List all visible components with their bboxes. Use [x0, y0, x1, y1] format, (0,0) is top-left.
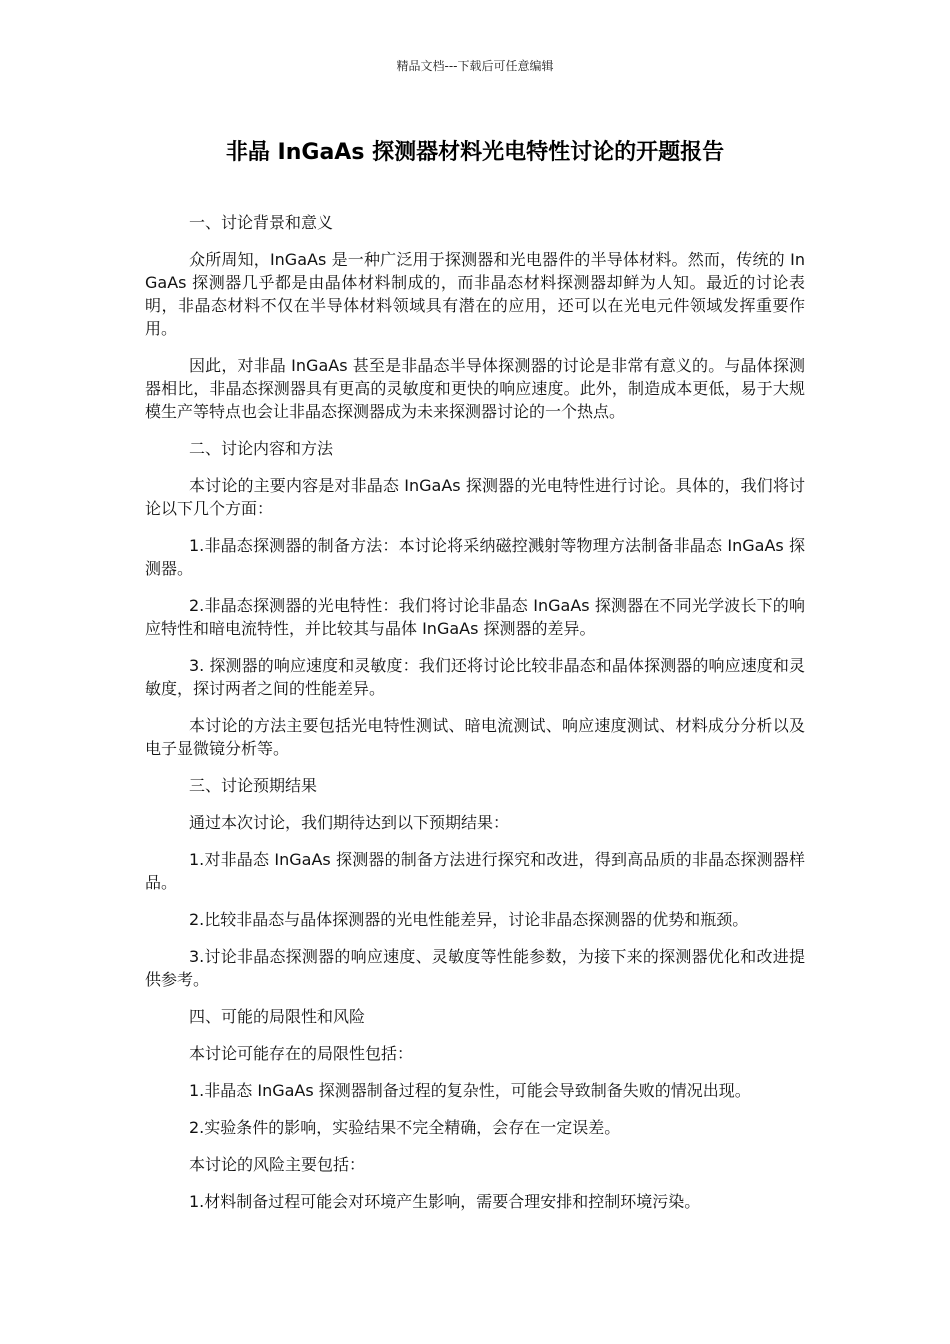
section-heading-content-methods: 二、讨论内容和方法	[189, 439, 334, 458]
list-item: 1.材料制备过程可能会对环境产生影响，需要合理安排和控制环境污染。	[189, 1192, 701, 1211]
list-item: 1.非晶态 InGaAs 探测器制备过程的复杂性，可能会导致制备失败的情况出现。	[189, 1081, 751, 1100]
list-item: 2.比较非晶态与晶体探测器的光电性能差异，讨论非晶态探测器的优势和瓶颈。	[189, 910, 749, 929]
section-heading-limitations-risks: 四、可能的局限性和风险	[189, 1007, 366, 1026]
list-item: 2.非晶态探测器的光电特性：我们将讨论非晶态 InGaAs 探测器在不同光学波长下的响应特性和暗电流特性，并比较其与晶体 InGaAs 探测器的差异。	[145, 596, 805, 638]
paragraph: 本讨论的风险主要包括：	[189, 1155, 366, 1174]
list-item: 3.讨论非晶态探测器的响应速度、灵敏度等性能参数，为接下来的探测器优化和改进提供参考。	[145, 947, 805, 989]
section-heading-expected-results: 三、讨论预期结果	[189, 776, 318, 795]
document-body	[145, 211, 805, 1227]
paragraph: 本讨论的主要内容是对非晶态 InGaAs 探测器的光电特性进行讨论。具体的，我们将讨论以下几个方面：	[145, 476, 805, 518]
list-item: 3. 探测器的响应速度和灵敏度：我们还将讨论比较非晶态和晶体探测器的响应速度和灵敏度，探讨两者之间的性能差异。	[145, 656, 805, 698]
paragraph: 众所周知，InGaAs 是一种广泛用于探测器和光电器件的半导体材料。然而，传统的 InGaAs 探测器几乎都是由晶体材料制成的，而非晶态材料探测器却鲜为人知。最近的讨论表明，非晶态材料不仅在半导体材料领域具有潜在的应用，还可以在光电元件领域发挥重要作用。	[145, 250, 805, 338]
header-note: 精品文档---下载后可任意编辑	[396, 59, 554, 73]
paragraph: 本讨论的方法主要包括光电特性测试、暗电流测试、响应速度测试、材料成分分析以及电子显微镜分析等。	[145, 716, 805, 758]
paragraph: 本讨论可能存在的局限性包括：	[189, 1044, 414, 1063]
document-title: 非晶 InGaAs 探测器材料光电特性讨论的开题报告	[225, 140, 725, 165]
list-item: 1.非晶态探测器的制备方法：本讨论将采纳磁控溅射等物理方法制备非晶态 InGaAs 探测器。	[145, 536, 805, 578]
paragraph: 因此，对非晶 InGaAs 甚至是非晶态半导体探测器的讨论是非常有意义的。与晶体探测器相比，非晶态探测器具有更高的灵敏度和更快的响应速度。此外，制造成本更低，易于大规模生产等特点也会让非晶态探测器成为未来探测器讨论的一个热点。	[145, 356, 805, 421]
list-item: 2.实验条件的影响，实验结果不完全精确，会存在一定误差。	[189, 1118, 621, 1137]
section-heading-background: 一、讨论背景和意义	[189, 213, 334, 232]
paragraph: 通过本次讨论，我们期待达到以下预期结果：	[189, 813, 510, 832]
list-item: 1.对非晶态 InGaAs 探测器的制备方法进行探究和改进，得到高品质的非晶态探测器样品。	[145, 850, 805, 892]
